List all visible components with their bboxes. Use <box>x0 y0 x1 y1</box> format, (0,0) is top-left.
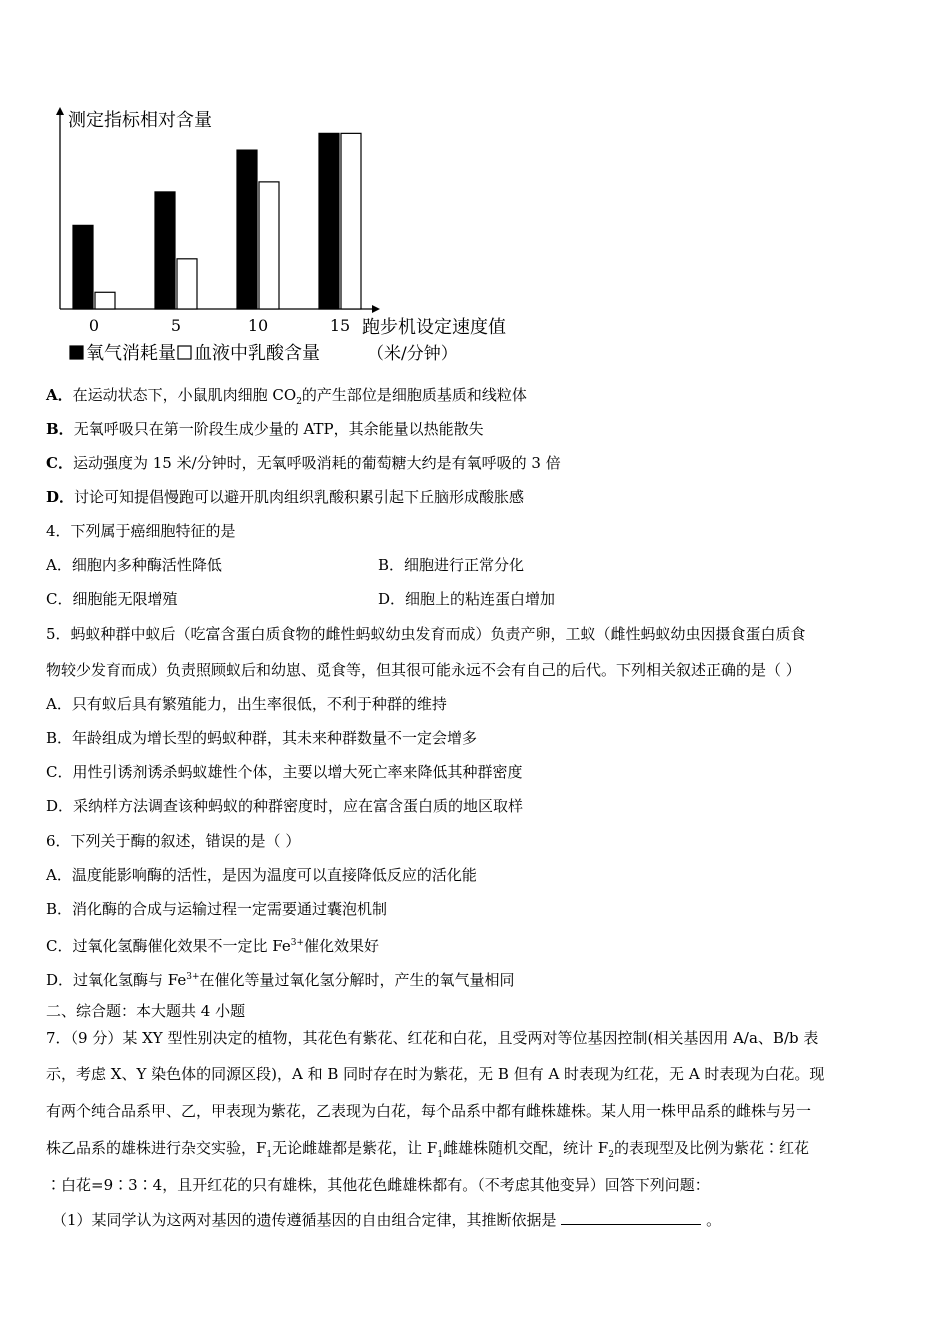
x-axis-unit: （米/分钟） <box>367 344 458 364</box>
q4-option-c: C．细胞能无限增殖 <box>46 590 178 608</box>
bar-lactate-0 <box>95 292 115 309</box>
y-axis-arrow <box>56 107 64 115</box>
q5-option-a: A．只有蚁后具有繁殖能力，出生率很低，不利于种群的维持 <box>46 695 447 713</box>
bar-lactate-10 <box>259 182 279 309</box>
x-tick-label: 0 <box>88 316 100 335</box>
q7-line1: 7．（9 分）某 XY 型性别决定的植物，其花色有紫花、红花和白花，且受两对等位基因控制(相关基因用 A/a、B/b 表 <box>46 1029 819 1047</box>
legend-label-lactate: 血液中乳酸含量 <box>194 343 320 364</box>
legend-swatch-lactate <box>178 346 191 359</box>
q5-option-d: D．采纳样方法调查该种蚂蚁的种群密度时，应在富含蛋白质的地区取样 <box>46 797 524 815</box>
bar-oxygen-15 <box>319 133 339 309</box>
q3-option-c: C．运动强度为 15 米/分钟时，无氧呼吸消耗的葡萄糖大约是有氧呼吸的 3 倍 <box>46 454 561 472</box>
q6-option-a: A．温度能影响酶的活性，是因为温度可以直接降低反应的活化能 <box>46 866 477 884</box>
legend-swatch-oxygen <box>70 346 83 359</box>
q6-option-c: C．过氧化氢酶催化效果不一定比 $Fe^{3+}$催化效果好 <box>46 937 380 955</box>
x-tick-label: 5 <box>170 316 182 335</box>
section-heading: 二、综合题：本大题共 4 小题 <box>46 1002 246 1020</box>
bar-oxygen-0 <box>73 225 93 309</box>
q5-stem-line2: 物较少发育而成）负责照顾蚁后和幼崽、觅食等，但其很可能永远不会有自己的后代。下列相关叙述正确的是（ ） <box>46 661 801 679</box>
q6-option-d: D．过氧化氢酶与 $Fe^{3+}$在催化等量过氧化氢分解时，产生的氧气量相同 <box>46 971 515 989</box>
q7-line3: 有两个纯合品系甲、乙，甲表现为紫花，乙表现为白花，每个品系中都有雌株雄株。某人用一株甲品系的雌株与另一 <box>46 1102 812 1120</box>
chart-title: 测定指标相对含量 <box>68 110 212 131</box>
q5-option-c: C．用性引诱剂诱杀蚂蚁雄性个体，主要以增大死亡率来降低其种群密度 <box>46 763 523 781</box>
bar-oxygen-10 <box>237 150 257 309</box>
q5-option-b: B．年龄组成为增长型的蚂蚁种群，其未来种群数量不一定会增多 <box>46 729 478 747</box>
q3-option-b: B．无氧呼吸只在第一阶段生成少量的 ATP，其余能量以热能散失 <box>46 420 484 438</box>
bar-oxygen-5 <box>155 192 175 309</box>
q7-line2: 示，考虑 X、Y 染色体的同源区段)，A 和 B 同时存在时为紫花，无 B 但有 A 时表现为红花，无 A 时表现为白花。现 <box>46 1065 825 1083</box>
x-axis-label: 跑步机设定速度值 <box>362 317 506 338</box>
x-tick-label: 10 <box>247 316 269 335</box>
x-tick-label: 15 <box>329 316 351 335</box>
q7-sub1: （1）某同学认为这两对基因的遗传遵循基因的自由组合定律，其推断依据是 。 <box>52 1211 722 1229</box>
q4-option-d: D．细胞上的粘连蛋白增加 <box>378 590 556 608</box>
q4-option-a: A．细胞内多种酶活性降低 <box>46 556 222 574</box>
q6-option-b: B．消化酶的合成与运输过程一定需要通过囊泡机制 <box>46 900 388 918</box>
bar-lactate-15 <box>341 133 361 309</box>
q3-option-a: A．在运动状态下，小鼠肌肉细胞 $CO_2$的产生部位是细胞质基质和线粒体 <box>46 386 527 407</box>
q7-line5: ∶白花=9∶3∶4，且开红花的只有雄株，其他花色雌雄株都有。（不考虑其他变异）回答下列问题： <box>46 1176 710 1194</box>
q7-line4: 株乙品系的雄株进行杂交实验，$F_1$无论雌雄都是紫花，让 $F_1$雌雄株随机交配，统计 $F_2$的表现型及比例为紫花∶红花 <box>46 1139 810 1160</box>
q6-stem: 6．下列关于酶的叙述，错误的是（ ） <box>46 832 301 850</box>
q4-option-b: B．细胞进行正常分化 <box>378 556 525 574</box>
q3-option-d: D．讨论可知提倡慢跑可以避开肌肉组织乳酸积累引起下丘脑形成酸胀感 <box>46 488 525 506</box>
bar-chart <box>40 95 540 370</box>
q5-stem-line1: 5．蚂蚁种群中蚁后（吃富含蛋白质食物的雌性蚂蚁幼虫发育而成）负责产卵，工蚁（雌性蚂蚁幼虫因摄食蛋白质食 <box>46 625 806 643</box>
legend-label-oxygen: 氧气消耗量 <box>86 343 176 364</box>
q4-stem: 4．下列属于癌细胞特征的是 <box>46 522 236 540</box>
answer-blank[interactable] <box>561 1210 701 1225</box>
bar-lactate-5 <box>177 259 197 309</box>
x-axis-arrow <box>372 305 380 313</box>
